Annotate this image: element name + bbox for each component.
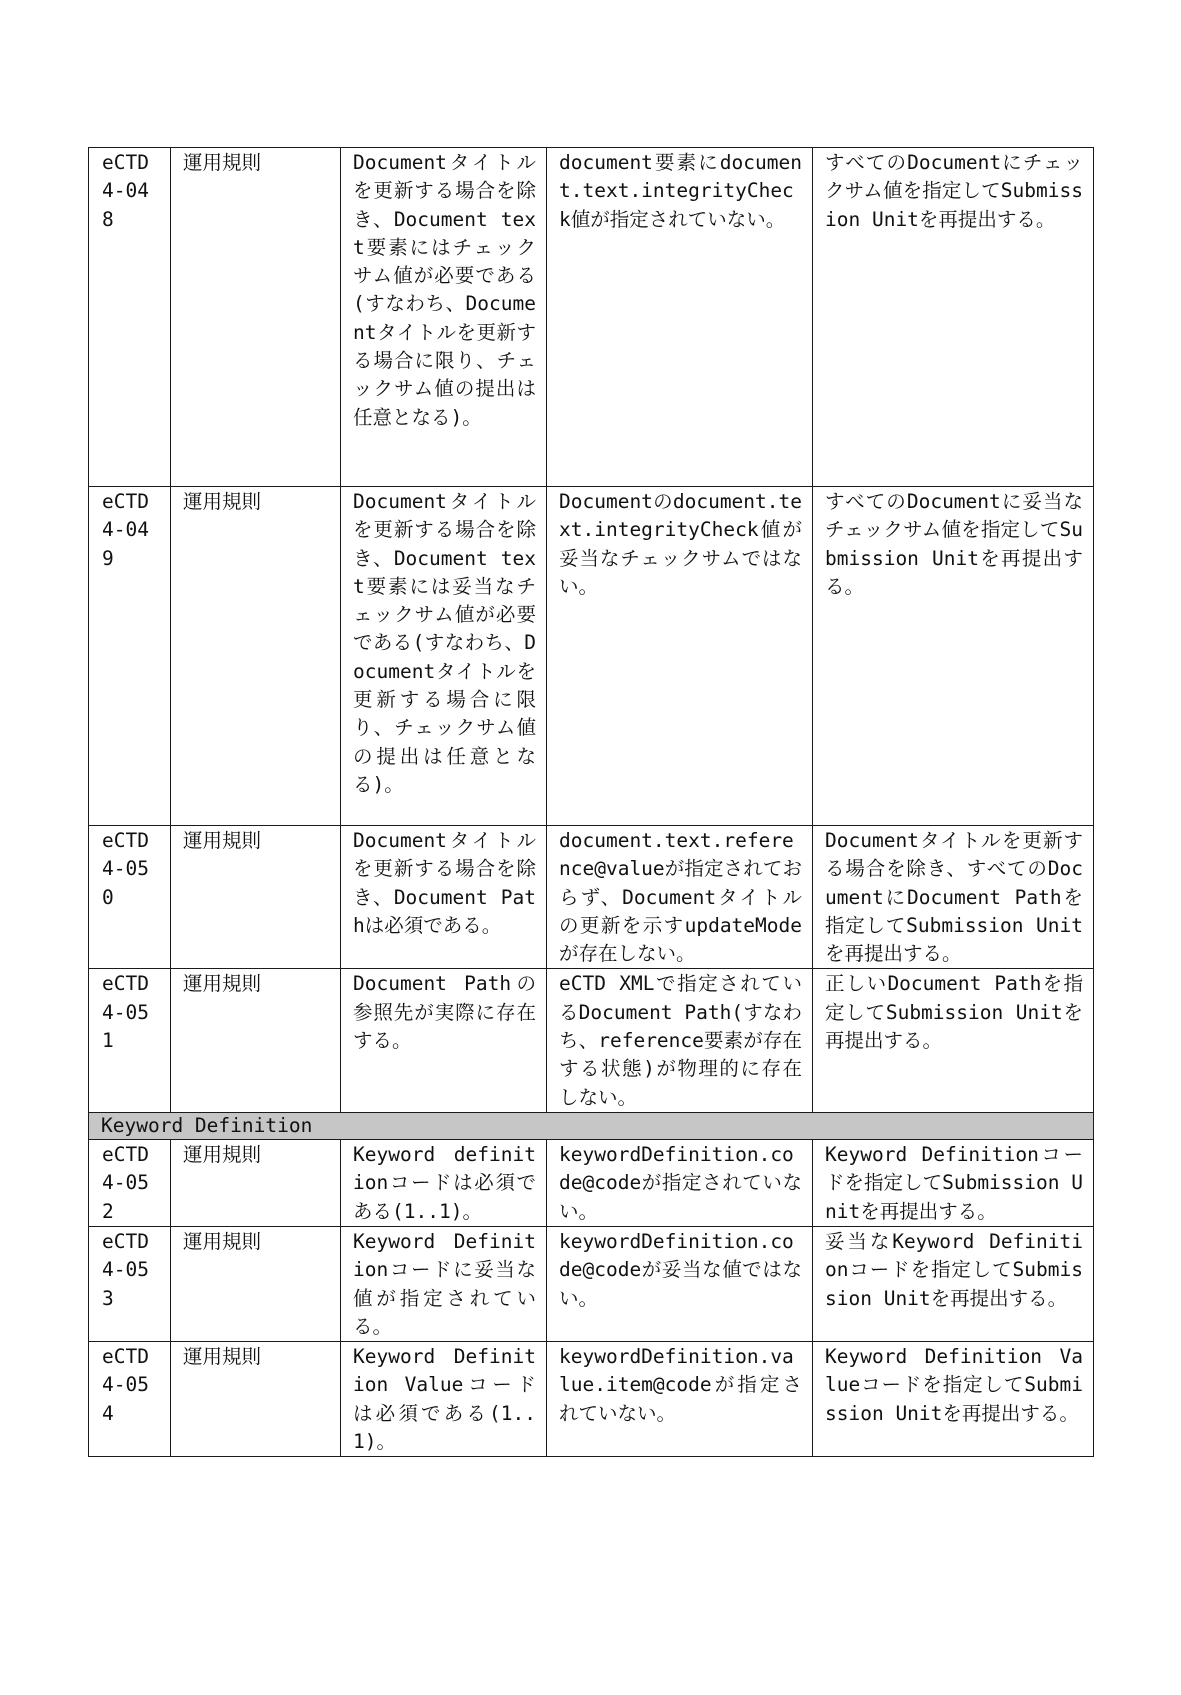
section-header-row: [89, 1112, 1094, 1139]
rule-description: Documentタイトルを更新する場合を除き、Document text要素にはチェックサム値が必要である(すなわち、Documentタイトルを更新する場合に限り、チェックサム値の提出は任意となる)。: [341, 148, 547, 487]
table-row: [89, 487, 1094, 826]
rule-condition: keywordDefinition.code@codeが指定されていない。: [547, 1139, 813, 1226]
rule-condition: document要素にdocument.text.integrityCheck値が指定されていない。: [547, 148, 813, 487]
rule-action: 妥当なKeyword Definitionコードを指定してSubmission Unitを再提出する。: [813, 1226, 1094, 1341]
table-row: [89, 969, 1094, 1112]
rule-type: 運用規則: [171, 1342, 341, 1457]
rule-id: eCTD 4-049: [89, 487, 171, 826]
rule-type: 運用規則: [171, 969, 341, 1112]
rule-condition: keywordDefinition.value.item@codeが指定されていない。: [547, 1342, 813, 1457]
rule-action: 正しいDocument Pathを指定してSubmission Unitを再提出する。: [813, 969, 1094, 1112]
rule-description: Documentタイトルを更新する場合を除き、Document Pathは必須である。: [341, 826, 547, 969]
rule-type: 運用規則: [171, 826, 341, 969]
rule-description: Document Pathの参照先が実際に存在する。: [341, 969, 547, 1112]
rule-description: Documentタイトルを更新する場合を除き、Document text要素には妥当なチェックサム値が必要である(すなわち、Documentタイトルを更新する場合に限り、チェックサム値の提出は任意となる)。: [341, 487, 547, 826]
table-row: [89, 1139, 1094, 1226]
rule-id: eCTD 4-052: [89, 1139, 171, 1226]
rule-condition: document.text.reference@valueが指定されておらず、Documentタイトルの更新を示すupdateModeが存在しない。: [547, 826, 813, 969]
table-row: [89, 1226, 1094, 1341]
rule-id: eCTD 4-050: [89, 826, 171, 969]
rule-type: 運用規則: [171, 487, 341, 826]
table-row: [89, 1342, 1094, 1457]
section-title: Keyword Definition: [89, 1112, 1094, 1139]
rule-description: Keyword definitionコードは必須である(1..1)。: [341, 1139, 547, 1226]
rule-id: eCTD 4-048: [89, 148, 171, 487]
rule-type: 運用規則: [171, 1139, 341, 1226]
rule-description: Keyword Definitionコードに妥当な値が指定されている。: [341, 1226, 547, 1341]
rule-id: eCTD 4-054: [89, 1342, 171, 1457]
rule-action: すべてのDocumentにチェックサム値を指定してSubmission Unitを再提出する。: [813, 148, 1094, 487]
rule-action: Keyword Definitionコードを指定してSubmission Unitを再提出する。: [813, 1139, 1094, 1226]
rule-description: Keyword Definition Valueコードは必須である(1..1)。: [341, 1342, 547, 1457]
rule-condition: keywordDefinition.code@codeが妥当な値ではない。: [547, 1226, 813, 1341]
rule-id: eCTD 4-053: [89, 1226, 171, 1341]
validation-rules-table: [88, 147, 1094, 1457]
rule-id: eCTD 4-051: [89, 969, 171, 1112]
rule-type: 運用規則: [171, 1226, 341, 1341]
rule-condition: Documentのdocument.text.integrityCheck値が妥当なチェックサムではない。: [547, 487, 813, 826]
rule-action: Documentタイトルを更新する場合を除き、すべてのDocumentにDocument Pathを指定してSubmission Unitを再提出する。: [813, 826, 1094, 969]
table-row: [89, 826, 1094, 969]
rule-condition: eCTD XMLで指定されているDocument Path(すなわち、reference要素が存在する状態)が物理的に存在しない。: [547, 969, 813, 1112]
rule-action: すべてのDocumentに妥当なチェックサム値を指定してSubmission Unitを再提出する。: [813, 487, 1094, 826]
rule-action: Keyword Definition Valueコードを指定してSubmission Unitを再提出する。: [813, 1342, 1094, 1457]
table-row: [89, 148, 1094, 487]
rule-type: 運用規則: [171, 148, 341, 487]
